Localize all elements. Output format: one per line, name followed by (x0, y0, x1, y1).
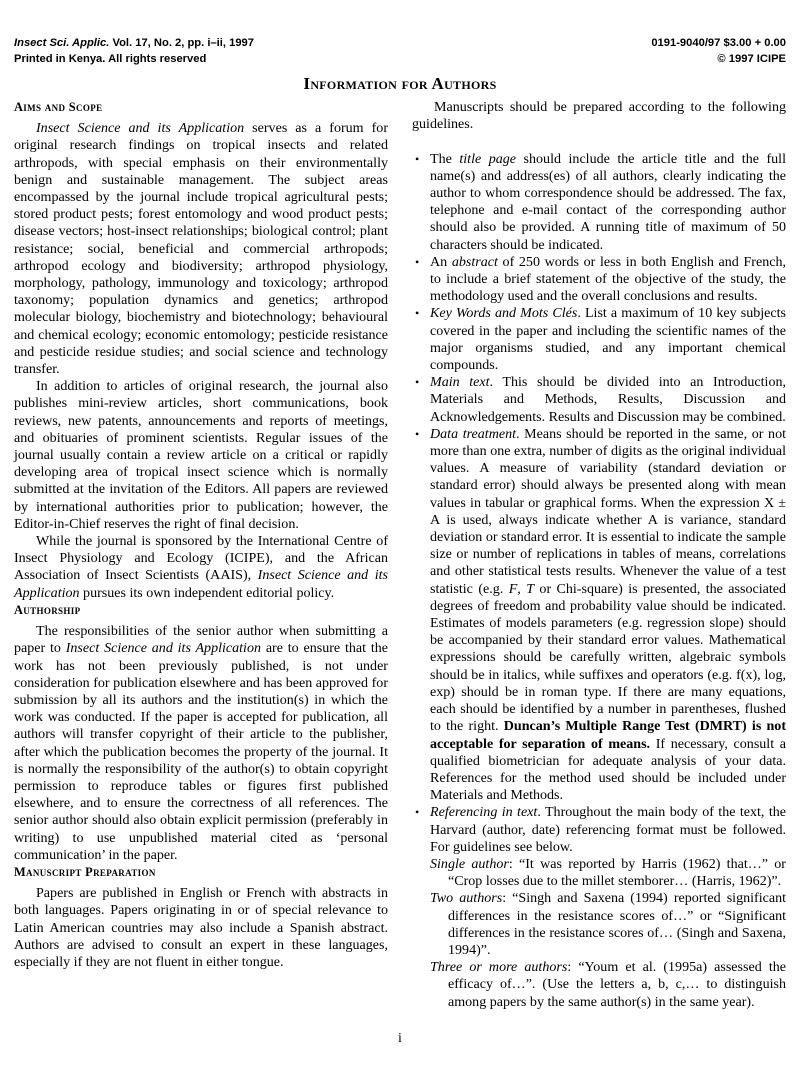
journal-title-italic-2: Insect Science and its Application (14, 567, 389, 601)
issn-price-line: 0191-9040/97 $3.00 + 0.00 (651, 37, 786, 49)
guidelines-bullet-list (412, 151, 786, 856)
bullet-data-treatment-lead: Data treatment (430, 425, 517, 442)
bullet-1-pre: An (430, 253, 452, 270)
example-text-two-authors: : “Singh and Saxena (1994) reported significant differences in the resistance scores of…” or “Significant differences in the resistance scores of… (Singh and Saxena, 1994)”. (448, 890, 786, 958)
paragraph-aims-1 (14, 120, 388, 378)
bullet-referencing-lead: Referencing in text (430, 804, 538, 821)
bullet-2-lead: Key Words and Mots Clés (430, 305, 578, 322)
page-title: Information for Authors (303, 74, 497, 94)
bullet-3-text: . This should be divided into an Introduction, Materials and Methods, Results, Discussion and Acknowledgements. Results and Discussion may be combined. (430, 374, 787, 425)
bullet-1-lead: abstract (451, 253, 498, 270)
list-item (412, 254, 786, 306)
statistic-T-italic: T (526, 580, 535, 597)
example-text-three-or-more-authors: : “Youm et al. (1995a) assessed the efficacy of…”. (Use the letters a, b, c,… to distinguish among papers by the same author(s) in the same year). (448, 959, 786, 1010)
section-heading-aims-and-scope: Aims and Scope (14, 100, 103, 114)
dmrt-bold-warning: Duncan’s Multiple Range Test (DMRT) is not acceptable for separation of means. (430, 718, 786, 752)
paragraph-aims-3 (14, 533, 388, 602)
example-text-single-author: : “It was reported by Harris (1962) that…” or “Crop losses due to the millet stemborer… (Harris, 1962)”. (448, 855, 786, 890)
example-label-three-or-more-authors: Three or more authors (430, 959, 568, 976)
section-heading-authorship: Authorship (14, 602, 81, 617)
journal-volume-info: Vol. 17, No. 2, pp. i–ii, 1997 (109, 37, 255, 49)
section-heading-manuscript-preparation: Manuscript Preparation (14, 864, 156, 879)
masthead (14, 36, 786, 70)
paragraph-aims-2: In addition to articles of original research, the journal also publishes mini-review articles, short communications, book reviews, new patents, announcements and reports of meetings, and obituaries of prominent scientists. Regular issues of the journal usually contain a review article on a critical or rapidly developing area of tropical insect science which is normally submitted at the invitation of the Editors. All papers are reviewed by international authorities prior to publication; however, the Editor-in-Chief reserves the right of final decision. (14, 378, 388, 532)
masthead-left (14, 36, 254, 67)
paragraph-authorship-pre: The responsibilities of the senior author when submitting a paper to (14, 623, 388, 657)
two-column-body (14, 99, 786, 1019)
column-spacer (412, 133, 786, 150)
bullet-2-text: . List a maximum of 10 key subjects covered in the paper and including the scientific names of the major organisms studied, and any important chemical compounds. (430, 305, 786, 374)
journal-citation-line (14, 36, 254, 52)
reference-example-three-or-more-authors (430, 959, 786, 1011)
paragraph-aims-3-pre: While the journal is sponsored by the International Centre of Insect Physiology and Ecology (ICIPE), and the African Association of Insect Scientists (AAIS), (14, 533, 388, 584)
bullet-data-treatment-part2: or Chi-square) is presented, the associated degrees of freedom and probability value should be indicated. Estimates of models parameters (e.g. regression slope) should be accompanied by their standard error values. Mathematical expressions should be carefully written, algebraic symbols should be in italics, while suffixes and operators (e.g. f(x), log, exp) should be in roman type. If there are many equations, each should be identified by a number in parentheses, flushed to the right. (430, 580, 787, 735)
bullet-1-text: of 250 words or less in both English and French, to include a brief statement of the objective of the study, the methodology used and the overall conclusions and results. (430, 253, 786, 305)
statistic-F-italic: F (508, 580, 518, 597)
example-label-single-author: Single author (430, 855, 509, 872)
list-item (412, 305, 786, 374)
journal-title-italic-3: Insect Science and its Application (65, 640, 262, 657)
journal-name: Insect Sci. Applic. (14, 37, 110, 49)
list-item (412, 151, 786, 254)
paragraph-manuscript-1: Papers are published in English or French with abstracts in both languages. Papers originating in or of special relevance to Latin American countries may also include a Spanish abstract. Authors are advised to consult an expert in these languages, especially if they are not fluent in either tongue. (14, 885, 388, 970)
copyright-line: © 1997 ICIPE (717, 52, 786, 65)
printed-in-line: Printed in Kenya. All rights reserved (14, 52, 207, 65)
bullet-0-text: should include the article title and the full name(s) and address(es) of all authors, clearly indicating the author to whom correspondence should be addressed. The fax, telephone and e-mail contact of the corresponding author should also be provided. A running title of maximum of 50 characters should be indicated. (430, 150, 786, 253)
bullet-3-lead: Main text (430, 374, 490, 391)
statistic-separator: , (517, 580, 527, 597)
list-item-referencing (412, 804, 786, 856)
right-column (412, 99, 786, 1019)
bullet-0-lead: title page (459, 150, 517, 167)
example-label-two-authors: Two authors (430, 890, 503, 907)
bullet-0-pre: The (430, 150, 460, 167)
paragraph-guidelines-intro: Manuscripts should be prepared according to the following guidelines. (412, 99, 786, 133)
reference-example-single-author (430, 856, 786, 890)
reference-example-two-authors (430, 890, 786, 959)
paragraph-authorship-post: are to ensure that the work has not been previously published, is not under consideration for publication elsewhere and has been approved for submission by all its authors and the institution(s) in which the work was conducted. If the paper is accepted for publication, all authors will transfer copyright of their article to the publisher, after which the publication becomes the property of the journal. It is normally the responsibility of the author(s) to obtain copyright permission to reproduce tables or figures first published elsewhere, and to ensure the correctness of all references. The senior author should also obtain explicit permission (preferably in writing) to use unpublished material cited as ‘personal communication’ in the paper. (14, 640, 388, 863)
list-item-data-treatment (412, 426, 786, 804)
paragraph-aims-3-post: pursues its own independent editorial policy. (79, 584, 335, 601)
bullet-data-treatment-part3: If necessary, consult a qualified biometrician for adequate analysis of your data. References for the method used should be included under Materials and Methods. (430, 735, 786, 804)
paragraph-aims-1-text: serves as a forum for original research findings on tropical insects and related arthropods, with special emphasis on their environmentally benign and sustainable management. The subject areas encompassed by the journal include tropical agricultural pests; stored product pests; forest entomology and wood product pests; disease vectors; host-insect relationships; biological control; plant resistance; social, beneficial and commercial arthropods; arthropod ecology and biodiversity; arthropod physiology, morphology, pathology, immunology and toxicology; arthropod taxonomy; population dynamics and genetics; arthropod molecular biology, biochemistry and biotechnology; behavioural and chemical ecology; economic entomology; pesticide resistance and pesticide residue studies; and social science and technology transfer. (14, 120, 389, 378)
list-item (412, 374, 786, 426)
paragraph-authorship-1 (14, 623, 388, 864)
journal-title-italic: Insect Science and its Application (36, 120, 245, 137)
bullet-data-treatment-part1: . Means should be reported in the same, or not more than one extra, number of digits as the original individual values. A measure of variability (standard deviation or standard error) should always be presented along with mean values in tabular or graphical forms. When the expression X ± A is used, always indicate whether A is variance, standard deviation or standard error. It is essential to indicate the sample size or number of replications in tables of means, correlations and other statistical tests results. Whenever the value of a test statistic (e.g. (430, 425, 786, 597)
left-column (14, 99, 388, 1019)
masthead-right (651, 36, 786, 67)
bullet-referencing-text: . Throughout the main body of the text, the Harvard (author, date) referencing format must be followed. For guidelines see below. (430, 804, 786, 855)
page-number: i (398, 1031, 402, 1046)
